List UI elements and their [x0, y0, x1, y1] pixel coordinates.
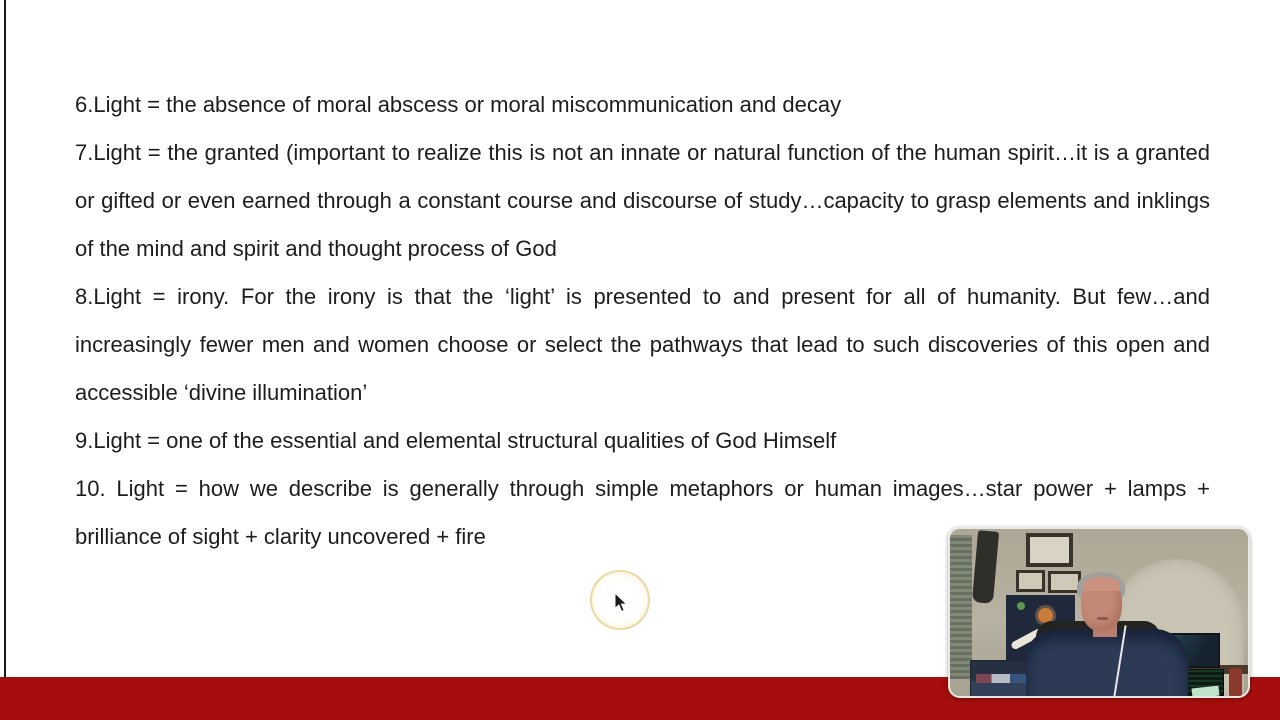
slide-text-line: 6.Light = the absence of moral abscess or moral miscommunication and decay — [75, 92, 842, 117]
mouse-cursor-icon — [614, 592, 629, 613]
slide-text — [75, 81, 1210, 561]
poster-green-dot — [1017, 602, 1025, 610]
certificate-frame-left — [1016, 570, 1045, 592]
slide-text-line: increasingly fewer men and women choose or select the pathways that lead to such discoveries of this open and — [75, 332, 1210, 357]
slide-text-line: 7.Light = the granted (important to realize this is not an innate or natural function of the human spirit…it is a granted — [75, 140, 1210, 165]
slide-text-line: accessible ‘divine illumination’ — [75, 380, 368, 405]
storage-box-label — [976, 674, 1028, 683]
left-edge-line — [4, 0, 6, 677]
slide-text-line: brilliance of sight + clarity uncovered + fire — [75, 524, 486, 549]
slide-text-line: 9.Light = one of the essential and elemental structural qualities of God Himself — [75, 428, 837, 453]
presenter-mouth — [1097, 617, 1108, 620]
presenter-webcam — [948, 527, 1250, 698]
presenter-torso — [1026, 629, 1188, 698]
slide-text-line: of the mind and spirit and thought process of God — [75, 236, 557, 261]
desk-green-paper — [1192, 686, 1220, 698]
slide-text-line: 10. Light = how we describe is generally through simple metaphors or human images…star power + lamps + — [75, 476, 1210, 501]
slide-text-line: 8.Light = irony. For the irony is that the ‘light’ is presented to and present for all of humanity. But few…and — [75, 284, 1210, 309]
window-blinds — [950, 535, 972, 679]
certificate-frame-large — [1026, 533, 1073, 567]
presenter-forehead — [1083, 577, 1120, 591]
desk-red-object — [1229, 668, 1242, 697]
slide-text-line: or gifted or even earned through a constant course and discourse of study…capacity to grasp elements and inklings — [75, 188, 1210, 213]
